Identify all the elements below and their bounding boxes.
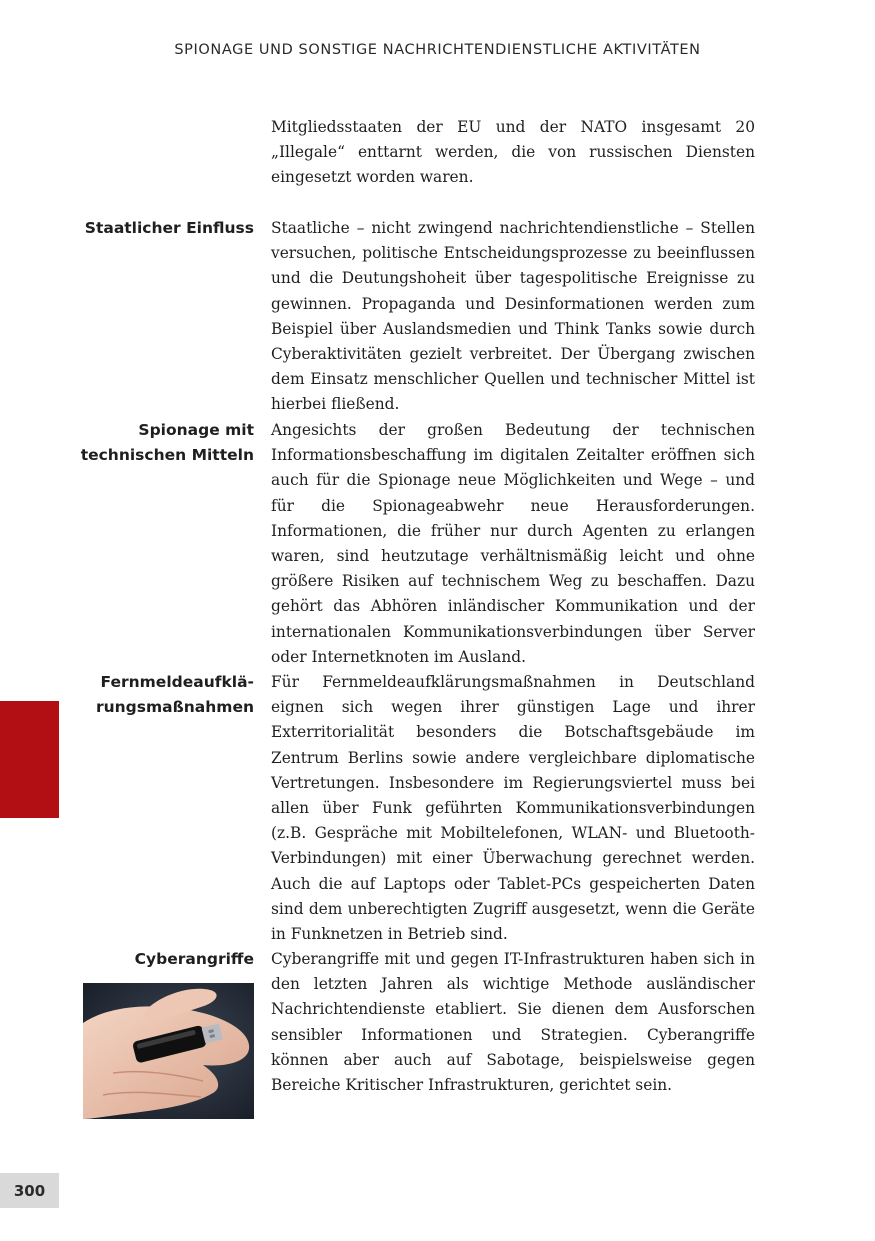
chapter-tab-marker [0,701,59,818]
paragraph-staatlicher-einfluss: Staatliche – nicht zwingend nachrichtendienstliche – Stellen versuchen, politische Entscheidungsprozesse zu beeinflussen und die Deutungshoheit über tagespolitische Ereignisse zu gewinnen. Propaganda und Desinformationen werden zum Beispiel über Auslandsmedien und Think Tanks sowie durch Cyberaktivitäten gezielt verbreitet. Der Übergang zwischen dem Einsatz menschlicher Quellen und technischer Mittel ist hierbei fließend. [271,219,755,414]
margin-heading-cyberangriffe: Cyberangriffe [134,950,254,968]
paragraph-cyberangriffe: Cyberangriffe mit und gegen IT-Infrastrukturen haben sich in den letzten Jahren als wichtige Methode ausländischer Nachrichtendienste etabliert. Sie dienen dem Ausforschen sensibler Informationen und Strategien. Cyberangriffe können aber auch auf Sabotage, beispielsweise gegen Bereiche Kritischer Infrastrukturen, gerichtet sein. [271,950,755,1095]
paragraph-continuation: Mitgliedsstaaten der EU und der NATO insgesamt 20 „Illegale“ enttarnt werden, die von russischen Diensten eingesetzt worden waren. [271,118,755,187]
page-number: 300 [0,1173,59,1208]
margin-heading-spionage-technische-mittel: Spionage mit technischen Mitteln [80,421,254,465]
running-head: SPIONAGE UND SONSTIGE NACHRICHTENDIENSTLICHE AKTIVITÄTEN [174,42,701,58]
paragraph-fernmeldeaufklaerung: Für Fernmeldeaufklärungsmaßnahmen in Deutschland eignen sich wegen ihrer günstigen Lage und ihrer Exterritorialität besonders die Botschaftsgebäude im Zentrum Berlins sowie andere vergleichbare diplomatische Vertretungen. Insbesondere im Regierungsviertel muss bei allen über Funk geführten Kommunikationsverbindungen (z.B. Gespräche mit Mobiltelefonen, WLAN- und Bluetooth-Verbindungen) mit einer Überwachung gerechnet werden. Auch die auf Laptops oder Tablet-PCs gespeicherten Daten sind dem unberechtigten Zugriff ausgesetzt, wenn die Geräte in Funknetzen in Betrieb sind. [271,673,755,944]
margin-heading-fernmeldeaufklaerung: Fernmeldeaufklä-rungsmaßnahmen [95,673,254,717]
paragraph-spionage-technische-mittel: Angesichts der großen Bedeutung der technischen Informationsbeschaffung im digitalen Zeitalter eröffnen sich auch für die Spionage neue Möglichkeiten und Wege – und für die Spionageabwehr neue Herausforderungen. Informationen, die früher nur durch Agenten zu erlangen waren, sind heutzutage verhältnismäßig leicht und ohne größere Risiken auf technischem Weg zu beschaffen. Dazu gehört das Abhören inländischer Kommunikation und der internationalen Kommunikationsverbindungen über Server oder Internetknoten im Ausland. [271,421,755,666]
margin-heading-staatlicher-einfluss: Staatlicher Einfluss [84,219,254,237]
hand-usb-stick-photo [83,983,254,1119]
